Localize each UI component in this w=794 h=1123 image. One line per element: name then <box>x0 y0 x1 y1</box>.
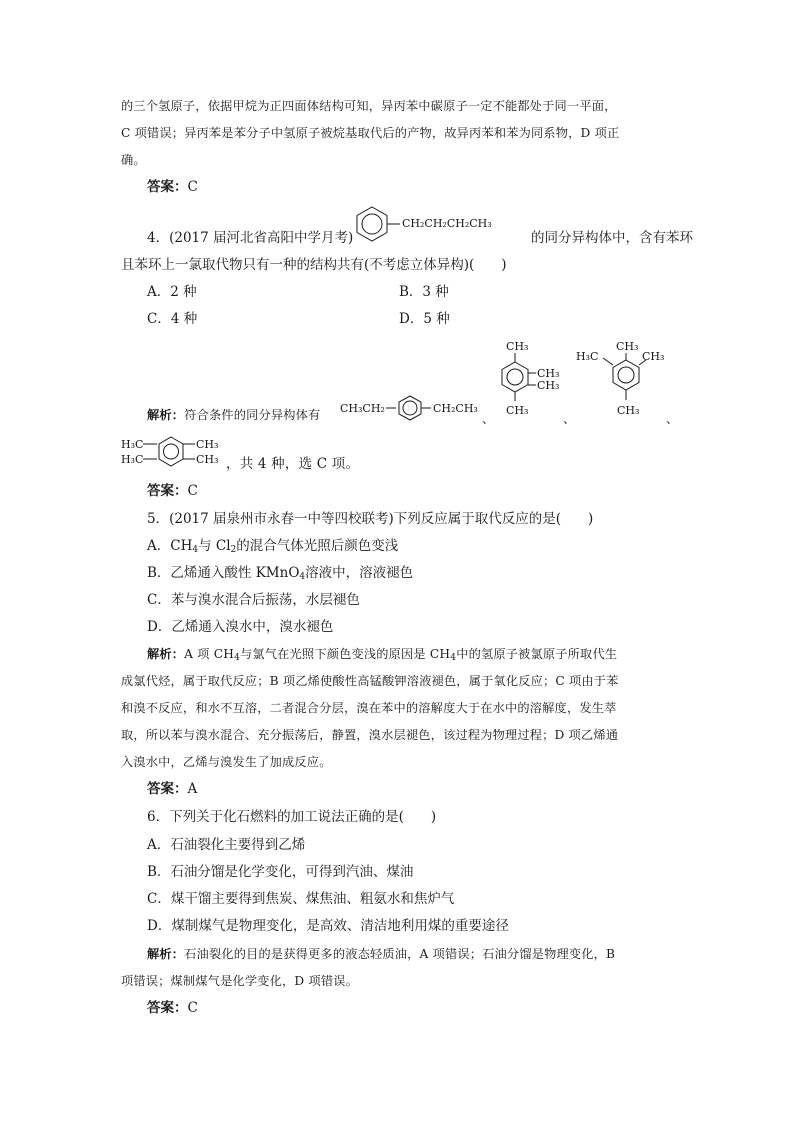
q4-isomer-2 <box>490 338 570 424</box>
answer-label: 答案： <box>147 483 188 499</box>
q4-stem-c: 且苯环上一氯取代物只有一种的结构共有(不考虑立体异构)( ) <box>121 257 507 273</box>
right-group: CH₂CH₃ <box>433 402 478 415</box>
q4-option-a: A．2 种 <box>147 284 197 300</box>
q5-option-c: C．苯与溴水混合后振荡，水层褪色 <box>147 592 360 608</box>
left-group: CH₃CH₂ <box>340 402 385 415</box>
group-right-1: CH₃ <box>196 438 219 451</box>
benzene-ring <box>502 362 528 392</box>
q4-option-b: B．3 种 <box>399 284 449 300</box>
benzene-ring <box>159 437 183 466</box>
text: 与 Cl <box>198 538 231 554</box>
q5-explain-line-5: 入溴水中，乙烯与溴发生了加成反应。 <box>121 755 332 769</box>
q5-answer <box>147 780 197 798</box>
q4-stem-a: 4．(2017 届河北省高阳中学月考) <box>147 230 354 246</box>
text: B．乙烯通入酸性 KMnO <box>147 565 300 581</box>
subscript: 2 <box>230 545 237 555</box>
q6-option-c: C．煤干馏主要得到焦炭、煤焦油、粗氨水和焦炉气 <box>147 891 455 907</box>
benzene-ring <box>613 360 639 390</box>
substituent-label: CH₂CH₂CH₂CH₃ <box>402 217 492 230</box>
benzene-inner-circle <box>164 444 179 459</box>
group-right-1: CH₃ <box>537 367 560 380</box>
group-top-left: H₃C <box>576 350 599 363</box>
q5-option-a <box>147 537 398 555</box>
group-right-2: CH₃ <box>537 379 560 392</box>
q4-explain-b: ，共 4 种，选 C 项。 <box>226 456 360 472</box>
q5-option-d: D．乙烯通入溴水中，溴水褪色 <box>147 619 334 635</box>
benzene-ring <box>399 396 421 420</box>
text: 的混合气体光照后颜色变浅 <box>236 538 399 554</box>
answer-value: A <box>187 781 198 797</box>
q4-isomer-4 <box>121 434 231 470</box>
benzene-inner-circle <box>507 369 523 385</box>
q6-option-d: D．煤制煤气是物理变化，是高效、清洁地利用煤的重要途径 <box>147 918 509 934</box>
group-left-1: H₃C <box>121 438 144 451</box>
text: A．CH <box>147 538 193 554</box>
answer-label: 答案： <box>147 179 188 195</box>
group-bottom: CH₃ <box>506 404 529 417</box>
benzene-inner-circle <box>618 367 634 383</box>
benzene-inner-circle <box>403 401 417 415</box>
group-top: CH₃ <box>506 340 529 353</box>
q6-option-a: A．石油裂化主要得到乙烯 <box>147 837 306 853</box>
q5-explain-line-3: 和溴不反应，和水不互溶，二者混合分层，溴在苯中的溶解度大于在水中的溶解度，发生萃 <box>121 701 617 715</box>
q6-option-b: B．石油分馏是化学变化，可得到汽油、煤油 <box>147 864 414 880</box>
prev-explain-line-2: C 项错误；异丙苯是苯分子中氢原子被烷基取代后的产物，故异丙苯和苯为同系物，D 项正 <box>121 126 620 140</box>
q4-option-c: C．4 种 <box>147 311 198 327</box>
q6-answer <box>147 999 198 1017</box>
text: 石油裂化的目的是获得更多的液态轻质油，A 项错误；石油分馏是物理变化，B <box>184 947 616 961</box>
q6-stem: 6．下列关于化石燃料的加工说法正确的是( ) <box>147 809 437 825</box>
prev-explain-line-3: 确。 <box>121 153 146 167</box>
group-top-right: CH₃ <box>642 350 665 363</box>
q6-explain-line-1 <box>147 945 615 963</box>
group-top: CH₃ <box>616 340 639 353</box>
separator: 、 <box>666 412 679 426</box>
q6-explain-line-2: 项错误；煤制煤气是化学变化，D 项错误。 <box>121 974 359 988</box>
group-right-2: CH₃ <box>196 453 219 466</box>
group-bottom: CH₃ <box>617 404 640 417</box>
explain-text: 符合条件的同分异构体有 <box>184 408 321 422</box>
text: A 项 CH <box>184 647 235 661</box>
answer-label: 答案： <box>147 1000 188 1016</box>
subscript: 4 <box>192 545 199 555</box>
benzene-inner-circle <box>362 214 382 234</box>
q4-answer <box>147 482 198 500</box>
text: 与氯气在光照下颜色变浅的原因是 CH <box>240 647 451 661</box>
separator: 、 <box>563 412 576 426</box>
separator: 、 <box>482 412 495 426</box>
subscript: 4 <box>299 572 306 582</box>
q5-option-b <box>147 564 413 582</box>
prev-explain-line-1: 的三个氢原子，依据甲烷为正四面体结构可知，异丙苯中碳原子一定不能都处于同一平面， <box>121 99 617 113</box>
answer-value: C <box>187 179 198 195</box>
q4-isomer-1 <box>340 394 490 424</box>
explain-label: 解析： <box>147 408 185 422</box>
group-left-2: H₃C <box>121 453 144 466</box>
answer-label: 答案： <box>147 781 188 797</box>
answer-value: C <box>187 1000 198 1016</box>
text: 中的氢原子被氯原子所取代生 <box>456 647 618 661</box>
bond <box>603 358 613 365</box>
q4-explain-a <box>147 406 320 424</box>
q5-explain-line-2: 成氯代烃，属于取代反应；B 项乙烯使酸性高锰酸钾溶液褪色，属于氧化反应；C 项由于苯 <box>121 674 619 688</box>
q5-explain-line-4: 取，所以苯与溴水混合、充分振荡后，静置，溴水层褪色，该过程为物理过程；D 项乙烯通 <box>121 728 619 742</box>
q4-main-molecule <box>352 204 532 244</box>
text: 溶液中，溶液褪色 <box>305 565 414 581</box>
prev-answer <box>147 178 198 196</box>
subscript: 4 <box>234 653 240 663</box>
q5-explain-line-1 <box>147 645 617 663</box>
explain-label: 解析： <box>147 947 185 961</box>
q5-stem: 5．(2017 届泉州市永春一中等四校联考)下列反应属于取代反应的是( ) <box>147 511 594 527</box>
subscript: 4 <box>450 653 457 663</box>
q4-stem-b: 的同分异构体中，含有苯环 <box>531 230 693 246</box>
explain-label: 解析： <box>147 647 185 661</box>
q4-isomer-3 <box>576 338 671 424</box>
answer-value: C <box>187 483 198 499</box>
q4-option-d: D．5 种 <box>399 311 450 327</box>
